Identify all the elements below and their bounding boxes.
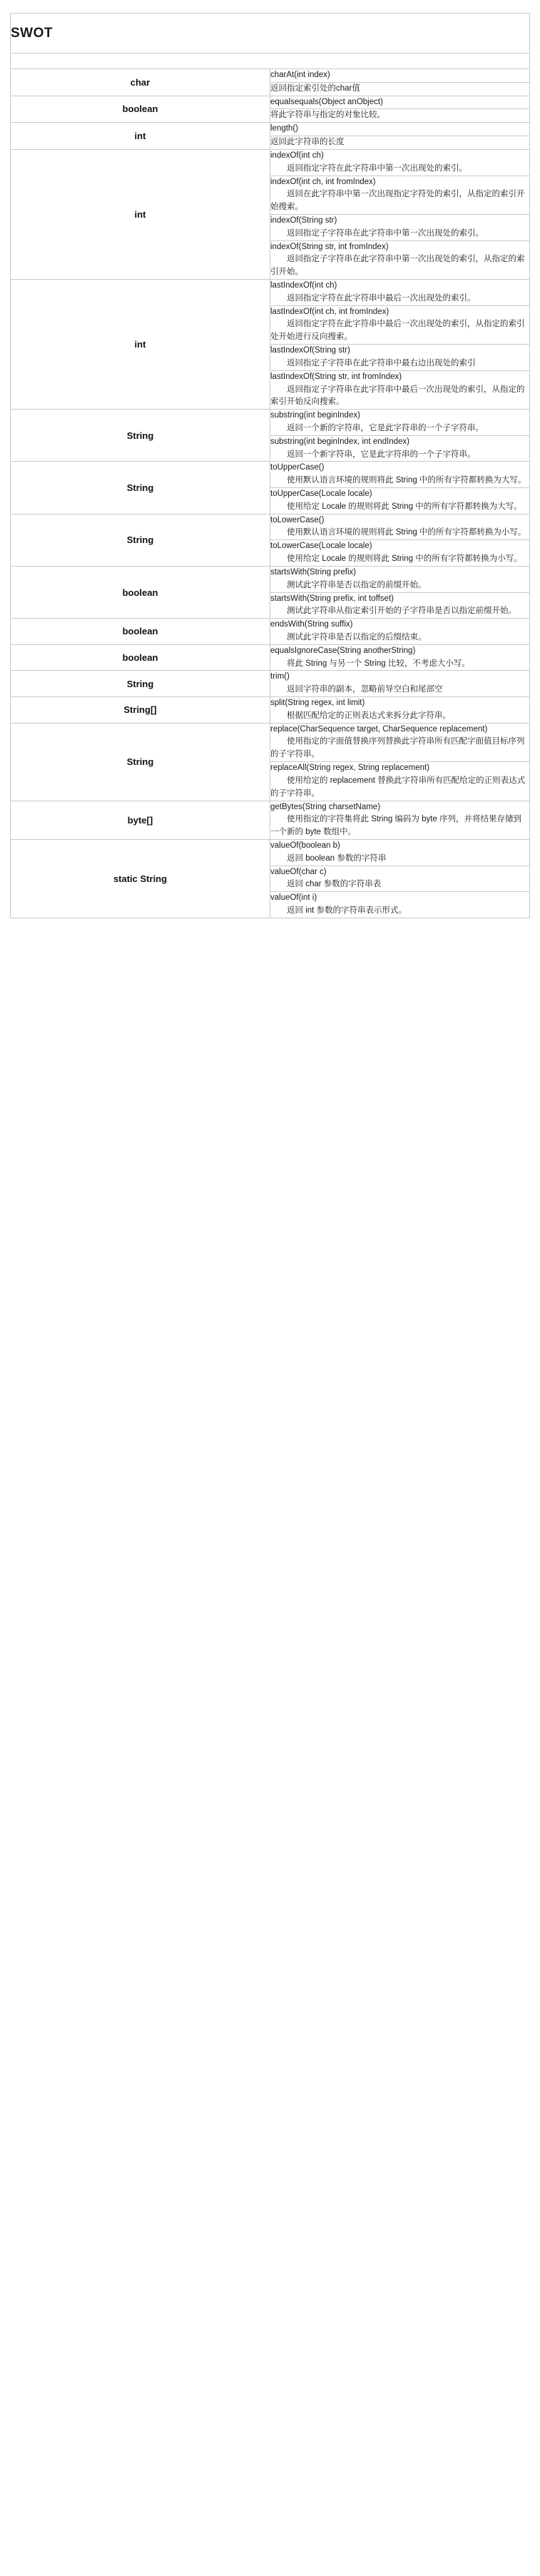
method-explanation: 根据匹配给定的正则表达式来拆分此字符串。 (287, 711, 451, 720)
method-signature: charAt(int index) (270, 71, 330, 79)
page-title: SWOT (11, 14, 530, 54)
method-signature: valueOf(boolean b) (270, 841, 340, 850)
return-type-cell: boolean (11, 644, 270, 671)
method-rows (11, 69, 530, 918)
method-description-cell (270, 435, 530, 462)
method-explanation: 返回一个新的字符串，它是此字符串的一个子字符串。 (287, 423, 484, 432)
method-description-cell (270, 619, 530, 645)
method-explanation: 测试此字符串是否以指定的前缀开始。 (287, 580, 427, 589)
method-signature: trim() (270, 672, 290, 681)
table-row (11, 149, 530, 176)
method-explanation: 返回 int 参数的字符串表示形式。 (287, 906, 407, 915)
method-explanation: 返回此字符串的长度 (270, 138, 345, 147)
method-signature: lastIndexOf(String str, int fromIndex) (270, 372, 402, 381)
method-description-cell (270, 801, 530, 839)
method-signature: getBytes(String charsetName) (270, 802, 381, 811)
method-description-cell (270, 280, 530, 306)
method-description-cell (270, 345, 530, 371)
table-row (11, 410, 530, 436)
table-row (11, 462, 530, 488)
method-explanation: 返回指定子字符串在此字符串中第一次出现处的索引。 (287, 228, 484, 238)
method-description-cell (270, 176, 530, 214)
table-row (11, 280, 530, 306)
method-explanation: 返回在此字符串中第一次出现指定字符处的索引，从指定的索引开始搜索。 (270, 190, 525, 212)
method-explanation: 返回指定字符在此字符串中第一次出现处的索引。 (287, 163, 467, 173)
method-signature: length() (270, 124, 298, 133)
return-type-cell: String (11, 723, 270, 801)
method-signature: lastIndexOf(String str) (270, 346, 350, 355)
method-explanation: 使用默认语言环境的规则将此 String 中的所有字符都转换为小写。 (287, 528, 526, 537)
method-description-cell (270, 109, 530, 123)
method-explanation: 使用给定 Locale 的规则将此 String 中的所有字符都转换为大写。 (287, 502, 522, 511)
method-explanation: 使用指定的字符集将此 String 编码为 byte 序列，并将结果存储到一个新的 byte 数组中。 (270, 815, 522, 837)
spacer-row (11, 54, 530, 69)
spacer-cell (11, 54, 530, 69)
method-explanation: 将此字符串与指定的对象比较。 (270, 111, 385, 120)
method-description-cell (270, 697, 530, 724)
method-signature: indexOf(int ch, int fromIndex) (270, 177, 376, 186)
method-explanation: 使用默认语言环境的规则将此 String 中的所有字符都转换为大写。 (287, 476, 526, 485)
method-description-cell (270, 410, 530, 436)
method-description-cell (270, 671, 530, 697)
method-description-cell (270, 305, 530, 344)
return-type-cell: String (11, 671, 270, 697)
method-description-cell (270, 839, 530, 866)
return-type-cell: String[] (11, 697, 270, 724)
method-description-cell (270, 540, 530, 567)
method-signature: substring(int beginIndex, int endIndex) (270, 437, 409, 446)
method-signature: replaceAll(String regex, String replacement) (270, 764, 430, 773)
method-explanation: 返回 char 参数的字符串表 (287, 880, 382, 889)
method-explanation: 测试此字符串是否以指定的后缀结束。 (287, 632, 427, 642)
return-type-cell: byte[] (11, 801, 270, 839)
table-row (11, 644, 530, 671)
method-description-cell (270, 866, 530, 892)
method-explanation: 测试此字符串从指定索引开始的子字符串是否以指定前缀开始。 (287, 607, 516, 616)
return-type-cell: String (11, 514, 270, 566)
table-row (11, 801, 530, 839)
method-description-cell (270, 214, 530, 240)
method-signature: valueOf(int i) (270, 893, 317, 903)
method-explanation: 返回指定子字符串在此字符串中最右边出现处的索引 (287, 358, 476, 367)
return-type-cell: int (11, 149, 270, 279)
method-signature: endsWith(String suffix) (270, 620, 353, 629)
table-row (11, 69, 530, 83)
method-explanation: 使用给定的 replacement 替换此字符串所有匹配给定的正则表达式的子字符串。 (270, 776, 526, 798)
table-row (11, 723, 530, 761)
method-description-cell (270, 69, 530, 83)
method-description-cell (270, 488, 530, 514)
table-row (11, 566, 530, 592)
table-row (11, 96, 530, 109)
method-description-cell (270, 892, 530, 918)
method-explanation: 返回指定索引处的char值 (270, 83, 360, 93)
method-description-cell (270, 514, 530, 540)
method-signature: equalsequals(Object anObject) (270, 97, 383, 106)
method-signature: valueOf(char c) (270, 867, 327, 876)
return-type-cell: boolean (11, 619, 270, 645)
method-explanation: 将此 String 与另一个 String 比较，不考虑大小写。 (287, 659, 470, 668)
return-type-cell: char (11, 69, 270, 96)
method-description-cell (270, 82, 530, 96)
method-explanation: 使用给定 Locale 的规则将此 String 中的所有字符都转换为小写。 (287, 554, 522, 564)
method-signature: lastIndexOf(int ch) (270, 281, 337, 290)
method-signature: split(String regex, int limit) (270, 699, 365, 707)
method-signature: toLowerCase(Locale locale) (270, 542, 372, 551)
method-signature: equalsIgnoreCase(String anotherString) (270, 646, 416, 655)
method-signature: toLowerCase() (270, 515, 325, 524)
method-description-cell (270, 370, 530, 409)
method-signature: toUpperCase(Locale locale) (270, 490, 372, 498)
swot-table-body (11, 14, 530, 69)
method-signature: indexOf(String str, int fromIndex) (270, 242, 389, 251)
method-description-cell (270, 644, 530, 671)
return-type-cell: boolean (11, 566, 270, 618)
method-explanation: 返回指定子字符串在此字符串中第一次出现处的索引，从指定的索引开始。 (270, 255, 525, 277)
table-row (11, 697, 530, 724)
method-description-cell (270, 592, 530, 619)
table-row (11, 514, 530, 540)
method-description-cell (270, 462, 530, 488)
method-signature: startsWith(String prefix, int toffset) (270, 594, 394, 603)
method-signature: indexOf(String str) (270, 215, 337, 225)
table-row (11, 619, 530, 645)
method-explanation: 返回指定子字符串在此字符串中最后一次出现处的索引，从指定的索引开始反向搜索。 (270, 385, 525, 407)
method-description-cell (270, 123, 530, 136)
method-description-cell (270, 136, 530, 150)
table-row (11, 671, 530, 697)
method-signature: lastIndexOf(int ch, int fromIndex) (270, 307, 389, 316)
method-description-cell (270, 566, 530, 592)
method-signature: indexOf(int ch) (270, 151, 324, 160)
title-row (11, 14, 530, 54)
return-type-cell: String (11, 462, 270, 514)
table-row (11, 123, 530, 136)
method-description-cell (270, 762, 530, 801)
return-type-cell: String (11, 410, 270, 462)
method-description-cell (270, 723, 530, 761)
method-signature: toUpperCase() (270, 463, 325, 472)
return-type-cell: int (11, 123, 270, 150)
return-type-cell: boolean (11, 96, 270, 123)
method-signature: substring(int beginIndex) (270, 411, 360, 420)
return-type-cell: static String (11, 839, 270, 918)
method-description-cell (270, 240, 530, 279)
return-type-cell: int (11, 280, 270, 410)
document-page (0, 0, 540, 940)
table-row (11, 839, 530, 866)
method-description-cell (270, 96, 530, 109)
method-explanation: 返回指定字符在此字符串中最后一次出现处的索引。 (287, 293, 476, 303)
method-explanation: 返回指定字符在此字符串中最后一次出现处的索引，从指定的索引处开始进行反向搜索。 (270, 320, 525, 342)
method-description-cell (270, 149, 530, 176)
method-signature: startsWith(String prefix) (270, 567, 357, 577)
method-explanation: 返回 boolean 参数的字符串 (287, 853, 387, 863)
swot-table (10, 13, 530, 918)
method-signature: replace(CharSequence target, CharSequence replacement) (270, 724, 488, 734)
method-explanation: 返回字符串的副本，忽略前导空白和尾部空 (287, 685, 443, 694)
method-explanation: 返回一个新字符串，它是此字符串的一个子字符串。 (287, 450, 476, 459)
method-explanation: 使用指定的字面值替换序列替换此字符串所有匹配字面值目标序列的子字符串。 (270, 737, 525, 759)
